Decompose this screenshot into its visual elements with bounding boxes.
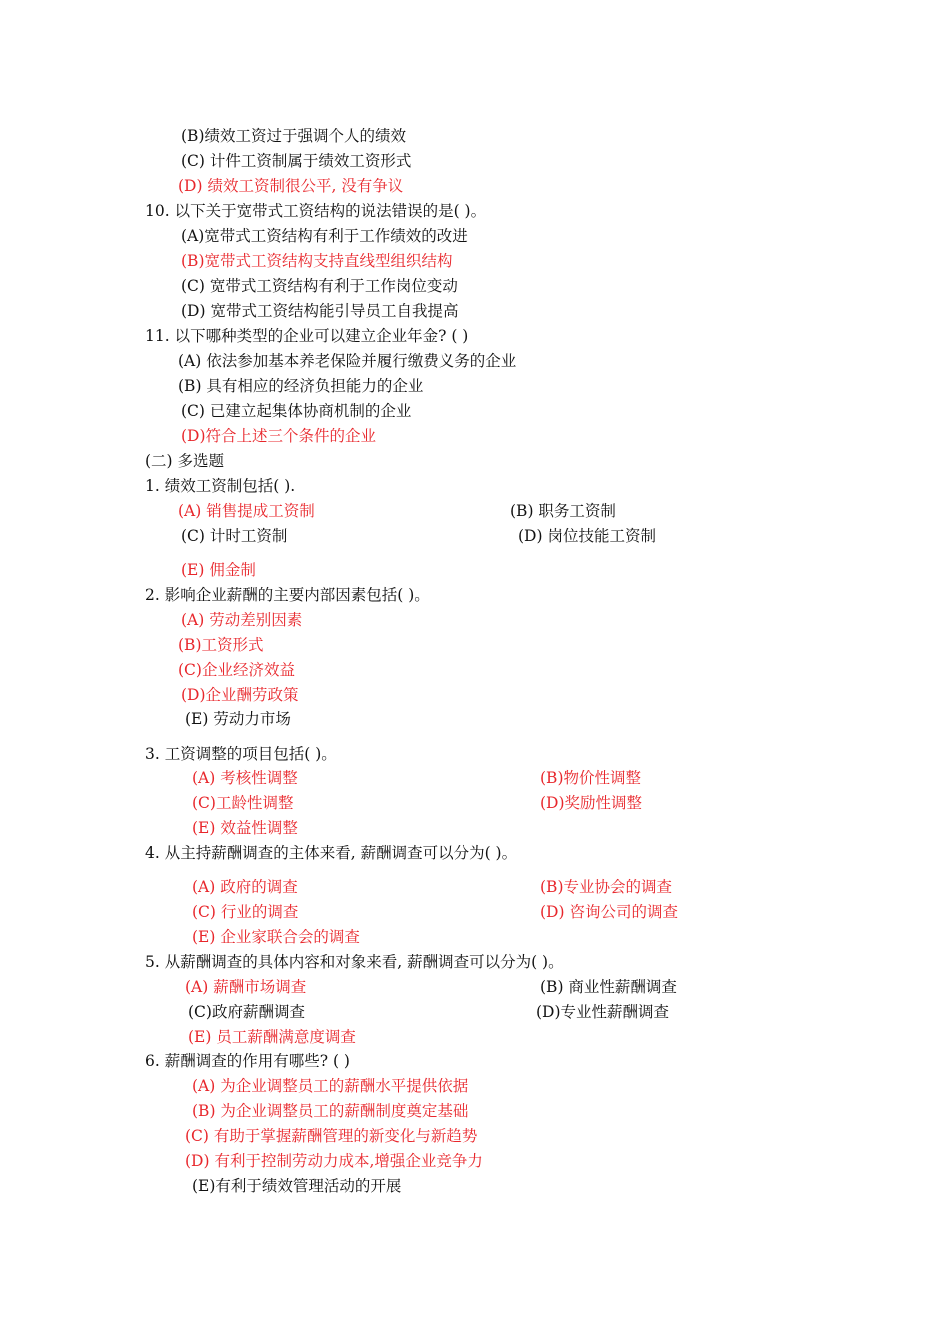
m6-stem: 6. 薪酬调查的作用有哪些? ( ): [145, 1052, 350, 1070]
q9-option-b: (B)绩效工资过于强调个人的绩效: [181, 127, 406, 145]
q10-option-d: (D) 宽带式工资结构能引导员工自我提高: [181, 302, 459, 320]
q9-option-c: (C) 计件工资制属于绩效工资形式: [181, 152, 412, 170]
q10-option-b-answer: (B)宽带式工资结构支持直线型组织结构: [181, 252, 453, 270]
m2-option-d-answer: (D)企业酬劳政策: [181, 686, 299, 704]
q10-stem: 10. 以下关于宽带式工资结构的说法错误的是( )。: [145, 202, 487, 220]
q11-stem: 11. 以下哪种类型的企业可以建立企业年金? ( ): [145, 327, 469, 345]
m2-stem: 2. 影响企业薪酬的主要内部因素包括( )。: [145, 586, 430, 604]
m6-option-d-answer: (D) 有利于控制劳动力成本,增强企业竞争力: [185, 1152, 483, 1170]
m2-option-a-answer: (A) 劳动差别因素: [181, 611, 303, 629]
m3-option-e-answer: (E) 效益性调整: [192, 819, 298, 837]
m3-option-c-answer: (C)工龄性调整: [192, 794, 294, 812]
m4-option-a-answer: (A) 政府的调查: [192, 878, 298, 896]
m6-option-a-answer: (A) 为企业调整员工的薪酬水平提供依据: [192, 1077, 469, 1095]
q11-option-b: (B) 具有相应的经济负担能力的企业: [178, 377, 424, 395]
m4-option-c-answer: (C) 行业的调查: [192, 903, 299, 921]
section-heading-multiple-choice: (二) 多选题: [145, 452, 225, 470]
m5-option-e-answer: (E) 员工薪酬满意度调查: [188, 1028, 356, 1046]
m3-option-a-answer: (A) 考核性调整: [192, 769, 298, 787]
m2-option-c-answer: (C)企业经济效益: [178, 661, 295, 679]
m5-option-b: (B) 商业性薪酬调查: [540, 978, 677, 996]
m4-stem: 4. 从主持薪酬调查的主体来看, 薪酬调查可以分为( )。: [145, 844, 518, 862]
m3-option-b-answer: (B)物价性调整: [540, 769, 641, 787]
m5-option-d: (D)专业性薪酬调查: [536, 1003, 670, 1021]
m1-option-a-answer: (A) 销售提成工资制: [178, 502, 315, 520]
m6-option-c-answer: (C) 有助于掌握薪酬管理的新变化与新趋势: [185, 1127, 478, 1145]
m6-option-b-answer: (B) 为企业调整员工的薪酬制度奠定基础: [192, 1102, 469, 1120]
m5-option-c: (C)政府薪酬调查: [188, 1003, 305, 1021]
q10-option-c: (C) 宽带式工资结构有利于工作岗位变动: [181, 277, 458, 295]
m4-option-b-answer: (B)专业协会的调查: [540, 878, 672, 896]
m1-option-c: (C) 计时工资制: [181, 527, 288, 545]
q10-option-a: (A)宽带式工资结构有利于工作绩效的改进: [181, 227, 468, 245]
m4-option-e-answer: (E) 企业家联合会的调查: [192, 928, 360, 946]
m2-option-e: (E) 劳动力市场: [185, 710, 291, 728]
q11-option-c: (C) 已建立起集体协商机制的企业: [181, 402, 412, 420]
m3-option-d-answer: (D)奖励性调整: [540, 794, 643, 812]
m1-option-b: (B) 职务工资制: [510, 502, 616, 520]
m3-stem: 3. 工资调整的项目包括( )。: [145, 745, 337, 763]
m2-option-b-answer: (B)工资形式: [178, 636, 264, 654]
q11-option-a: (A) 依法参加基本养老保险并履行缴费义务的企业: [178, 352, 517, 370]
m1-option-e-answer: (E) 佣金制: [181, 561, 256, 579]
q11-option-d-answer: (D)符合上述三个条件的企业: [181, 427, 377, 445]
m5-option-a-answer: (A) 薪酬市场调查: [185, 978, 307, 996]
m1-stem: 1. 绩效工资制包括( ).: [145, 477, 296, 495]
m4-option-d-answer: (D) 咨询公司的调查: [540, 903, 678, 921]
m6-option-e: (E)有利于绩效管理活动的开展: [192, 1177, 402, 1195]
q9-option-d-answer: (D) 绩效工资制很公平, 没有争议: [178, 177, 404, 195]
m5-stem: 5. 从薪酬调查的具体内容和对象来看, 薪酬调查可以分为( )。: [145, 953, 564, 971]
m1-option-d: (D) 岗位技能工资制: [518, 527, 656, 545]
